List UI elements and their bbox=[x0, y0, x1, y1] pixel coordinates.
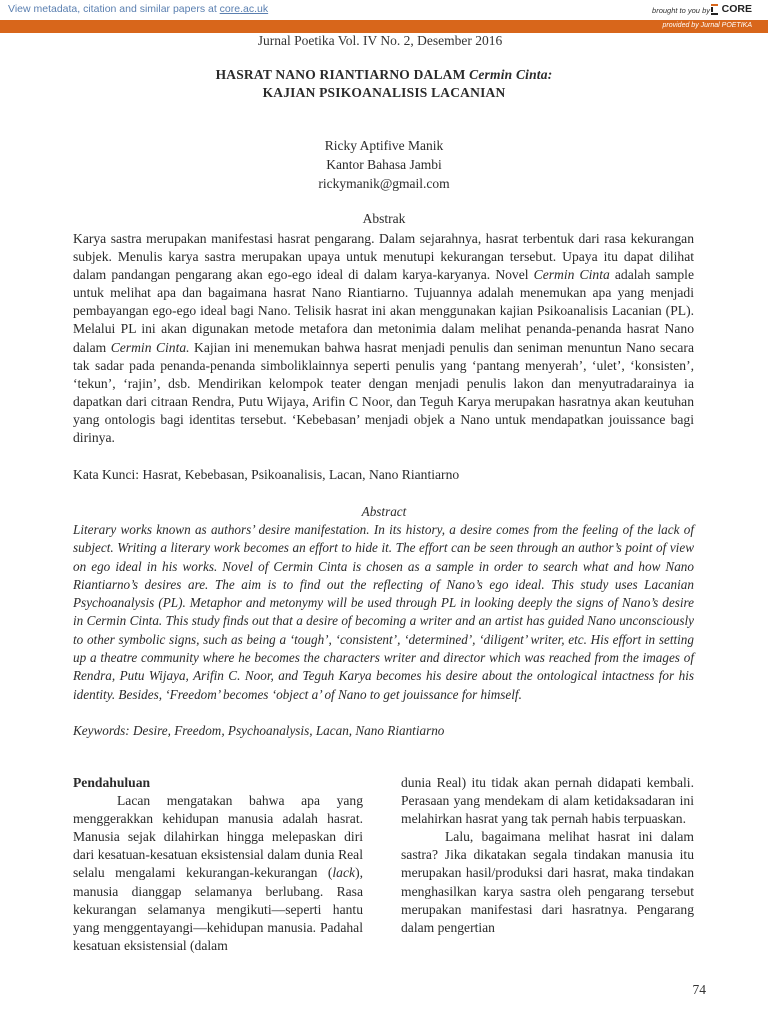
body-column-left bbox=[73, 774, 363, 955]
body-paragraph bbox=[73, 792, 363, 955]
abstract-en-heading: Abstract bbox=[361, 504, 407, 519]
author-name: Ricky Aptifive Manik bbox=[324, 138, 444, 153]
provider-bar bbox=[0, 20, 768, 33]
body-italic: lack bbox=[332, 865, 356, 881]
core-link[interactable]: core.ac.uk bbox=[219, 3, 269, 15]
keywords-id: Kata Kunci: Hasrat, Kebebasan, Psikoanalisis, Lacan, Nano Riantiarno bbox=[73, 467, 460, 482]
core-banner bbox=[0, 0, 768, 20]
metadata-notice bbox=[8, 3, 268, 15]
keywords-en: Keywords: Desire, Freedom, Psychoanalysis, Lacan, Nano Riantiarno bbox=[73, 723, 445, 738]
paper-title bbox=[0, 66, 768, 102]
title-line-1 bbox=[0, 66, 768, 84]
body-paragraph: dunia Real) itu tidak akan pernah didapati kembali. Perasaan yang mendekam di alam ketidaksadaran ini melahirkan hasrat yang tak pernah habis terpuaskan. bbox=[401, 775, 694, 827]
author-email: rickymanik@gmail.com bbox=[318, 176, 450, 191]
abstract-text-1: Karya sastra merupakan manifestasi hasrat pengarang. Dalam sejarahnya, hasrat terbentuk dari rasa kekurangan subjek. Menulis karya sastra merupakan upaya untuk menutupi kekurangan tersebut. Upaya itu dapat dilihat dalam pandangan pengarang akan ego-ego ideal di dalam karya-karyanya. Novel bbox=[73, 231, 694, 283]
abstract-heading: Abstrak bbox=[362, 211, 406, 226]
body-column-right bbox=[401, 774, 694, 937]
core-logo[interactable] bbox=[722, 3, 752, 15]
brought-by-text: brought to you by bbox=[652, 6, 710, 15]
title-italic: Cermin Cinta: bbox=[469, 67, 553, 82]
title-prefix: HASRAT NANO RIANTIARNO DALAM bbox=[215, 67, 470, 82]
provided-by-text: provided by Jurnal POETIKA bbox=[662, 22, 752, 29]
body-paragraph: Lalu, bagaimana melihat hasrat ini dalam sastra? Jika dikatakan segala tindakan manusia itu merupakan hasil/produksi dari hasrat, maka tindakan menghasilkan karya sastra oleh pengarang tersebut merupakan manifestasi dari hasratnya. Pengarang dalam pengertian bbox=[401, 829, 694, 935]
abstract-italic-1: Cermin Cinta bbox=[533, 267, 610, 283]
core-logo-icon bbox=[711, 4, 720, 15]
body-text: Lacan mengatakan bahwa apa yang menggerakkan kehidupan manusia adalah hasrat. Manusia sejak dilahirkan hingga melepaskan diri dari kesatuan-kesatuan eksistensial dalam dunia Real selalu mengalami kekurangan-kekurangan ( bbox=[73, 793, 363, 881]
section-heading: Pendahuluan bbox=[73, 775, 151, 790]
page-number: 74 bbox=[692, 982, 706, 997]
journal-line: Jurnal Poetika Vol. IV No. 2, Desember 2016 bbox=[257, 33, 503, 48]
abstract-body bbox=[73, 230, 694, 447]
abstract-text-3: Kajian ini menemukan bahwa hasrat menjadi penulis dan seniman menuntun Nano secara tak sadar pada penanda-penanda simboliklainnya seperti penulis yang ‘pantang menyerah’, ‘ulet’, ‘konsisten’, ‘tekun’, ‘rajin’, dsb. Mendirikan kelompok teater dengan menjadi penulis lakon dan menyutradarainya ia dapatkan dari citraan Rendra, Putu Wijaya, Arifin C Noor, dan Teguh Karya merupakan hasratnya akan keutuhan yang ontologis bagi identitas tersebut. ‘Kebebasan’ menjadi objek a Nano untuk mendapatkan jouissance bagi dirinya. bbox=[73, 339, 694, 446]
metadata-prefix: View metadata, citation and similar papers at bbox=[8, 3, 220, 15]
body-text: ), manusia dianggap selamanya berlubang. Rasa kekurangan selamanya mengikuti—seperti hantu yang menggentayangi—kehidupan manusia. Padahal kesatuan eksistensial (dalam bbox=[73, 865, 363, 953]
abstract-text-2: adalah sample untuk melihat apa dan bagaimana hasrat Nano Riantiarno. Tujuannya adalah menemukan apa yang menjadi pembayangan ego-ego ideal bagi Nano. Telisik hasrat ini akan menggunakan kajian Psikoanalisis Lacanian (PL). Melalui PL ini akan digunakan metode metafora dan metonimia dalam melihat penanda-penanda hasrat Nano dalam bbox=[73, 267, 694, 355]
abstract-italic-2: Cermin Cinta. bbox=[110, 339, 190, 355]
abstract-en-body: Literary works known as authors’ desire manifestation. In its history, a desire comes from the feeling of the lack of subject. Writing a literary work becomes an effort to hide it. The effort can be seen through an author’s point of view on ego ideal in his works. Novel of Cermin Cinta is chosen as a sample in order to search what and how Nano Riantiarno’s desires are. The aim is to find out the reflecting of Nano’s ego ideal. This study uses Lacanian Psychoanalysis (PL). Metaphor and metonymy will be used through PL in looking deeply the signs of Nano’s desire in Cermin Cinta. This study finds out that a desire of becoming a writer and an artist has guided Nano unconsciously to other symbolic signs, such as being a ‘tough’, ‘consistent’, ‘determined’, ‘diligent’ writer, etc. His effort in setting up a theatre community where he becomes the characters writer and director which was reached from the images of Rendra, Putu Wijaya, Arifin C. Noor, and Teguh Karya becomes his desire about the ontological intactness for his identity. Besides, ‘Freedom’ becomes ‘object a’ of Nano to get jouissance for himself. bbox=[73, 522, 694, 702]
author-affiliation: Kantor Bahasa Jambi bbox=[326, 157, 442, 172]
core-label: CORE bbox=[721, 3, 752, 15]
title-line-2: KAJIAN PSIKOANALISIS LACANIAN bbox=[262, 85, 506, 100]
